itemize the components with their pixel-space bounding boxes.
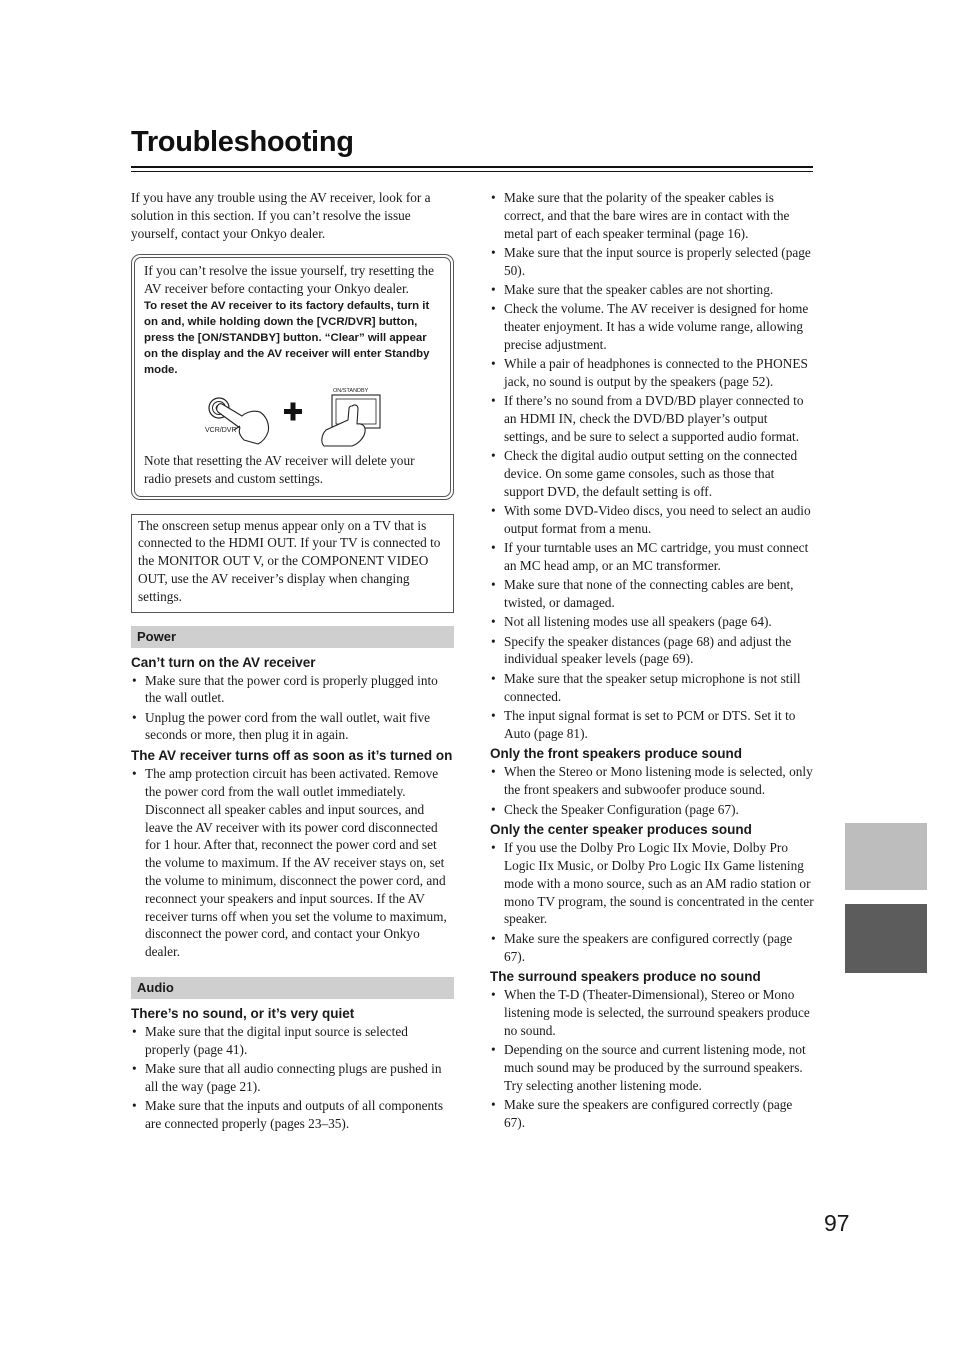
list-item: • Make sure that the inputs and outputs of all components are connected properly (pages 23–35). — [131, 1097, 454, 1133]
list-item: • Make sure the speakers are configured correctly (page 67). — [490, 930, 814, 966]
pressing-hand-icon — [217, 404, 269, 444]
topic-list-no-sound-right — [490, 189, 814, 742]
topic-list-front-only — [490, 763, 814, 818]
right-column — [490, 189, 814, 1135]
list-item: • Make sure that the power cord is properly plugged into the wall outlet. — [131, 672, 454, 708]
topic-heading-surround-none: The surround speakers produce no sound — [490, 969, 761, 985]
list-item: • Make sure that the speaker cables are not shorting. — [490, 281, 814, 299]
list-item: • Check the Speaker Configuration (page 67). — [490, 801, 814, 819]
list-item: • If you use the Dolby Pro Logic IIx Movie, Dolby Pro Logic IIx Music, or Dolby Pro Logic IIx Game listening mode with a mono source, such as an AM radio station or mono TV program, the sound is concentrated in the center speaker. — [490, 839, 814, 928]
list-item: • Unplug the power cord from the wall outlet, wait five seconds or more, then plug it in again. — [131, 709, 454, 745]
list-item: • If there’s no sound from a DVD/BD player connected to an HDMI IN, check the DVD/BD player’s output settings, and be sure to select a supported audio format. — [490, 392, 814, 445]
list-item: • Check the digital audio output setting on the connected device. On some game consoles, such as those that support DVD, the default setting is off. — [490, 447, 814, 500]
pressing-finger-icon — [322, 405, 365, 446]
topic-heading-no-sound: There’s no sound, or it’s very quiet — [131, 1006, 355, 1022]
page-number: 97 — [824, 1210, 850, 1236]
section-heading-audio: Audio — [131, 977, 454, 999]
list-item: • Make sure the speakers are configured correctly (page 67). — [490, 1096, 814, 1132]
page-title: Troubleshooting — [131, 126, 354, 158]
topic-list-center-only — [490, 839, 814, 965]
vcr-dvr-label: VCR/DVR — [205, 426, 237, 434]
chapter-tab-dark — [845, 904, 927, 973]
list-item: • While a pair of headphones is connected to the PHONES jack, no sound is output by the speakers (page 52). — [490, 355, 814, 391]
list-item: • Depending on the source and current listening mode, not much sound may be produced by the surround speakers. Try selecting another listening mode. — [490, 1041, 814, 1094]
topic-heading-turns-off: The AV receiver turns off as soon as it’s turned on — [131, 748, 453, 764]
topic-heading-center-only: Only the center speaker produces sound — [490, 822, 752, 838]
title-rule-thin — [131, 171, 813, 172]
plus-icon — [284, 402, 302, 420]
onscreen-setup-note-box — [131, 514, 454, 613]
list-item: • Make sure that the digital input source is selected properly (page 41). — [131, 1023, 454, 1059]
list-item: • With some DVD-Video discs, you need to select an audio output format from a menu. — [490, 502, 814, 538]
list-item: • When the T-D (Theater-Dimensional), Stereo or Mono listening mode is selected, the surround speakers produce no sound. — [490, 986, 814, 1039]
topic-list-surround-none — [490, 986, 814, 1131]
list-item: • Make sure that none of the connecting cables are bent, twisted, or damaged. — [490, 576, 814, 612]
list-item: • Make sure that the polarity of the speaker cables is correct, and that the bare wires are in contact with the metal part of each speaker terminal (page 16). — [490, 189, 814, 242]
list-item: • Make sure that the speaker setup microphone is not still connected. — [490, 670, 814, 706]
list-item: • The input signal format is set to PCM or DTS. Set it to Auto (page 81). — [490, 707, 814, 743]
section-heading-power: Power — [131, 626, 454, 648]
reset-info-box-inner — [134, 257, 451, 496]
list-item: • Make sure that all audio connecting plugs are pushed in all the way (page 21). — [131, 1060, 454, 1096]
reset-lead-text: If you can’t resolve the issue yourself, try resetting the AV receiver before contacting your Onkyo dealer. — [144, 263, 434, 297]
reset-info-box — [131, 254, 454, 499]
topic-list-no-sound-left — [131, 1023, 454, 1133]
topic-list-cant-turn-on — [131, 672, 454, 745]
list-item: • If your turntable uses an MC cartridge, you must connect an MC head amp, or an MC transformer. — [490, 539, 814, 575]
reset-buttons-illustration — [202, 386, 392, 448]
left-column — [131, 189, 454, 1136]
title-rule-thick — [131, 166, 813, 168]
list-item: • Check the volume. The AV receiver is designed for home theater enjoyment. It has a wide volume range, allowing precise adjustment. — [490, 300, 814, 353]
intro-paragraph: If you have any trouble using the AV receiver, look for a solution in this section. If you can’t resolve the issue yourself, contact your Onkyo dealer. — [131, 190, 431, 241]
list-item: • Not all listening modes use all speakers (page 64). — [490, 613, 814, 631]
topic-heading-cant-turn-on: Can’t turn on the AV receiver — [131, 654, 316, 670]
reset-warning-text: Note that resetting the AV receiver will delete your radio presets and custom settings. — [144, 452, 415, 486]
chapter-tab-light — [845, 823, 927, 890]
reset-instruction-text: To reset the AV receiver to its factory defaults, turn it on and, while holding down the [VCR/DVR] button, press the [ON/STANDBY] button. “Clear” will appear on the display and the AV receiver will enter Standby mode. — [144, 299, 430, 376]
topic-heading-front-only: Only the front speakers produce sound — [490, 746, 743, 762]
onscreen-setup-note-text: The onscreen setup menus appear only on a TV that is connected to the HDMI OUT. If your TV is connected to the MONITOR OUT V, or the COMPONENT VIDEO OUT, use the AV receiver’s display when changing settings. — [138, 517, 441, 604]
on-standby-label: ON/STANDBY — [333, 387, 369, 394]
list-item: • The amp protection circuit has been activated. Remove the power cord from the wall outlet immediately. Disconnect all speaker cables and input sources, and leave the AV receiver with its power cord disconnected for 1 hour. After that, reconnect the power cord and set the volume to maximum. If the AV receiver stays on, set the volume to minimum, disconnect the power cord, and reconnect your speakers and input sources. If the AV receiver turns off when you set the volume to maximum, disconnect the power cord, and contact your Onkyo dealer. — [131, 765, 454, 961]
topic-list-turns-off — [131, 765, 454, 961]
list-item: • Specify the speaker distances (page 68) and adjust the individual speaker levels (page 69). — [490, 633, 814, 669]
list-item: • Make sure that the input source is properly selected (page 50). — [490, 244, 814, 280]
list-item: • When the Stereo or Mono listening mode is selected, only the front speakers and subwoofer produce sound. — [490, 763, 814, 799]
